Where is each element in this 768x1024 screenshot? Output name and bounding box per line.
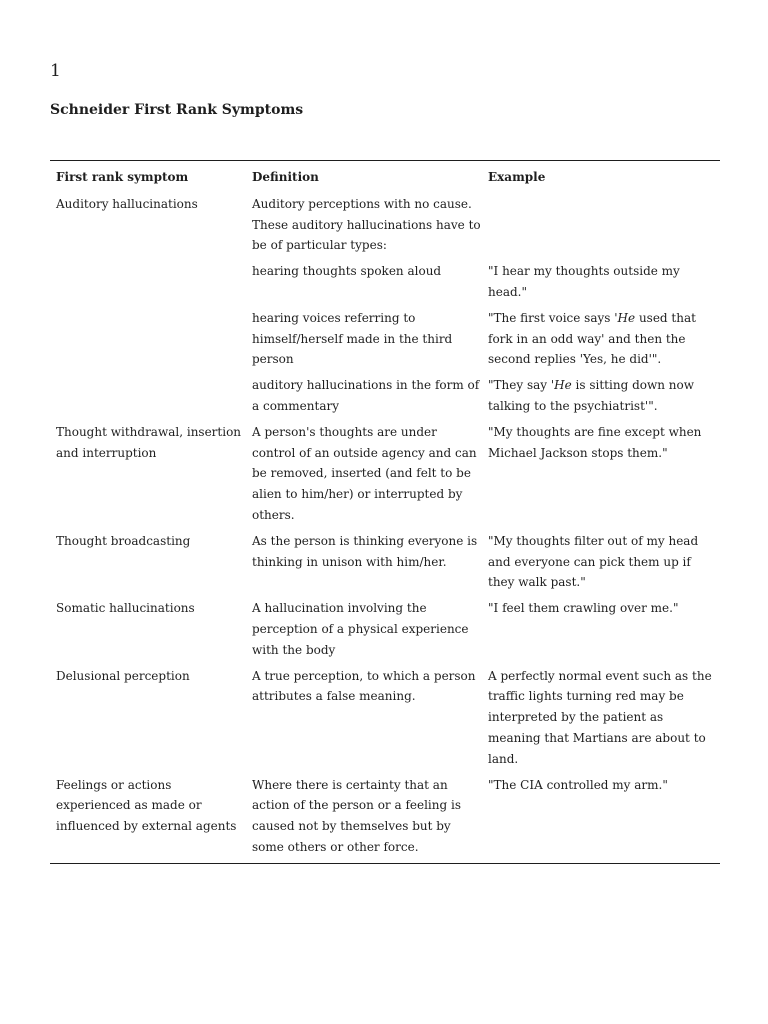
example-cell: "I hear my thoughts outside my head."	[488, 264, 680, 299]
symptom-cell: Delusional perception	[56, 668, 190, 683]
example-text: "They say '	[488, 378, 555, 393]
symptom-cell: Feelings or actions experienced as made or influenced by external agents	[56, 777, 237, 834]
table-row	[50, 194, 720, 261]
example-cell: A perfectly normal event such as the traffic lights turning red may be interpreted by the patient as meaning that Martians are about to land.	[488, 668, 712, 766]
definition-cell: As the person is thinking everyone is thinking in unison with him/her.	[252, 533, 478, 569]
example-text: used that fork in an odd way' and then the second replies 'Yes, he did'".	[488, 310, 696, 367]
definition-cell: auditory hallucinations in the form of a commentary	[252, 378, 480, 413]
table-row	[50, 598, 720, 665]
table-row	[50, 261, 720, 308]
symptom-cell	[50, 261, 248, 308]
page-number: 1	[50, 61, 61, 81]
table-row	[50, 666, 720, 775]
definition-cell: A person's thoughts are under control of an outside agency and can be removed, inserted (and felt to be alien to him/her) or interrupted by others.	[252, 424, 477, 522]
symptom-cell: Somatic hallucinations	[56, 601, 195, 616]
symptom-cell: Auditory hallucinations	[56, 196, 198, 211]
example-cell: "My thoughts filter out of my head and everyone can pick them up if they walk past."	[488, 533, 699, 590]
example-text: is sitting down now talking to the psychiatrist'".	[488, 378, 695, 413]
table-header-row	[50, 161, 720, 194]
column-header-symptom: First rank symptom	[56, 170, 189, 184]
symptom-cell	[50, 375, 248, 422]
table-row	[50, 531, 720, 598]
column-header-example: Example	[488, 170, 546, 184]
symptom-cell: Thought broadcasting	[56, 533, 191, 548]
document-title: Schneider First Rank Symptoms	[50, 102, 304, 118]
example-cell	[486, 375, 720, 422]
table-row	[50, 375, 720, 422]
definition-cell: A true perception, to which a person attributes a false meaning.	[252, 668, 476, 704]
definition-cell: hearing voices referring to himself/herself made in the third person	[252, 310, 453, 367]
example-cell: "I feel them crawling over me."	[488, 601, 679, 616]
definition-cell: A hallucination involving the perception of a physical experience with the body	[252, 601, 469, 657]
example-cell	[486, 308, 720, 375]
table-row	[50, 422, 720, 531]
definition-cell: hearing thoughts spoken aloud	[252, 264, 442, 279]
table-row	[50, 308, 720, 375]
definition-cell: Where there is certainty that an action of the person or a feeling is caused not by themselves but by some others or other force.	[252, 777, 461, 854]
example-cell	[486, 194, 720, 261]
example-cell: "The CIA controlled my arm."	[488, 777, 668, 792]
example-emphasis: He	[554, 378, 572, 393]
table-row	[50, 775, 720, 863]
example-emphasis: He	[617, 310, 636, 325]
example-text: "The first voice says '	[488, 310, 618, 325]
symptom-cell	[50, 308, 248, 375]
column-header-definition: Definition	[252, 170, 319, 184]
symptom-cell: Thought withdrawal, insertion and interruption	[56, 424, 242, 460]
example-cell: "My thoughts are fine except when Michael Jackson stops them."	[488, 424, 702, 460]
definition-cell: Auditory perceptions with no cause. These auditory hallucinations have to be of particular types:	[252, 196, 481, 253]
symptoms-table	[50, 160, 720, 864]
